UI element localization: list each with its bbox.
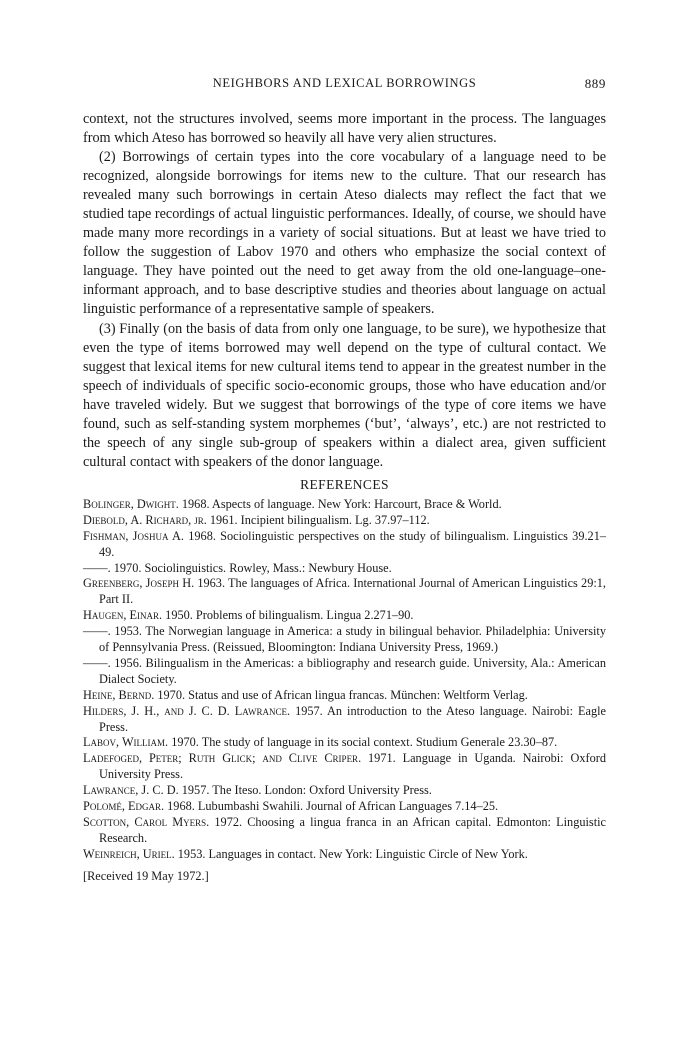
reference-text: 1953. Languages in contact. New York: Linguistic Circle of New York. (174, 846, 528, 861)
reference-text: 1950. Problems of bilingualism. Lingua 2.271–90. (162, 608, 414, 623)
reference-author: Diebold, A. Richard, jr. (83, 512, 207, 527)
reference-text: 1970. Status and use of African lingua francas. München: Weltform Verlag. (154, 687, 528, 702)
reference-entry (83, 497, 606, 513)
reference-entry (83, 624, 606, 656)
running-title: NEIGHBORS AND LEXICAL BORROWINGS (212, 76, 477, 90)
reference-entry (83, 751, 606, 783)
references-heading: REFERENCES (300, 476, 389, 492)
reference-author: Ladefoged, Peter; Ruth Glick; and Clive Criper. (83, 751, 362, 766)
body-text (83, 110, 606, 472)
reference-text: 1972. Choosing a lingua franca in an African capital. Edmonton: Linguistic Research. (99, 815, 606, 845)
reference-text: 1970. Sociolinguistics. Rowley, Mass.: Newbury House. (110, 560, 392, 575)
reference-author: Labov, William. (83, 735, 169, 750)
reference-author: Polomé, Edgar. (83, 799, 165, 814)
reference-text: 1956. Bilingualism in the Americas: a bibliography and research guide. University, Ala.: American Dialect Society. (99, 655, 606, 686)
reference-text: 1957. An introduction to the Ateso language. Nairobi: Eagle Press. (99, 703, 606, 734)
reference-entry (83, 561, 606, 577)
reference-text: A. 1968. Sociolinguistic perspectives on the study of bilingualism. Linguistics 39.21–49. (99, 528, 606, 559)
running-head (83, 74, 606, 96)
reference-author: Weinreich, Uriel. (83, 846, 175, 861)
reference-author: Lawrance, J. C. D. (83, 783, 179, 798)
reference-entry (83, 576, 606, 608)
reference-author: Scotton, Carol Myers. (83, 815, 210, 830)
paragraph-3: (3) Finally (on the basis of data from only one language, to be sure), we hypothesize that even the type of items borrowed may well depend on the type of cultural contact. We suggest that lexical items for new cultural items tend to appear in the greatest number in the speech of individuals of specific socio-economic groups, those who have education and/or have traveled widely. But we suggest that borrowings of the type of core items we have found, such as self-standing system morphemes (‘but’, ‘always’, etc.) are not restricted to the speech of any single sub-group of speakers within a dialect area, given sufficient cultural contact with speakers of the donor language. (83, 320, 606, 470)
reference-author: Greenberg, Joseph (83, 576, 179, 591)
reference-author: Heine, Bernd. (83, 687, 155, 702)
paragraph-1: context, not the structures involved, seems more important in the process. The languages from which Ateso has borrowed so heavily all have very alien structures. (83, 111, 606, 147)
reference-text: 1961. Incipient bilingualism. Lg. 37.97–112. (206, 512, 430, 527)
references-list (83, 497, 606, 863)
reference-entry (83, 688, 606, 704)
reference-entry (83, 815, 606, 847)
reference-author: Hilders, J. H., and J. C. D. Lawrance. (83, 703, 291, 718)
journal-page (83, 74, 606, 884)
reference-author: Haugen, Einar. (83, 608, 163, 623)
reference-entry (83, 783, 606, 799)
reference-author: Bolinger, Dwight. (83, 496, 179, 511)
reference-entry (83, 513, 606, 529)
reference-text: 1957. The Iteso. London: Oxford University Press. (178, 783, 432, 798)
reference-text: 1971. Language in Uganda. Nairobi: Oxford University Press. (99, 751, 606, 782)
reference-text: 1970. The study of language in its social context. Studium Generale 23.30–87. (168, 735, 558, 750)
reference-entry (83, 735, 606, 751)
reference-text: 1968. Aspects of language. New York: Harcourt, Brace & World. (178, 496, 502, 511)
paragraph-2: (2) Borrowings of certain types into the core vocabulary of a language need to be recognized, alongside borrowings for items new to the culture. That our research has revealed many such borrowings in certain Ateso dialects may reflect the fact that we studied tape recordings of actual linguistic performances. Ideally, of course, we should have made many more recordings in a variety of social situations. But at least we have tried to follow the suggestion of Labov 1970 and others who emphasize the social context of language. They have pointed out the need to get away from the old one-language–one-informant approach, and to base descriptive studies and theories about language on actual linguistic performance of a representative sample of speakers. (83, 149, 606, 318)
received-date: [Received 19 May 1972.] (83, 868, 209, 883)
reference-entry (83, 656, 606, 688)
reference-author: Fishman, Joshua (83, 528, 169, 543)
reference-entry (83, 847, 606, 863)
reference-text: 1953. The Norwegian language in America: a study in bilingual behavior. Philadelphia: University of Pennsylvania Press. (Reissued, Bloomington: Indiana University Press, 1969.) (99, 624, 606, 655)
reference-author: ——. (83, 624, 111, 639)
reference-entry (83, 704, 606, 736)
reference-author: ——. (83, 560, 111, 575)
reference-entry (83, 529, 606, 561)
reference-text: 1968. Lubumbashi Swahili. Journal of African Languages 7.14–25. (164, 799, 499, 814)
page-number: 889 (584, 76, 606, 91)
reference-entry (83, 608, 606, 624)
reference-entry (83, 799, 606, 815)
reference-text: H. 1963. The languages of Africa. International Journal of American Linguistics 29:1, Part II. (99, 576, 606, 607)
reference-author: ——. (83, 655, 111, 670)
